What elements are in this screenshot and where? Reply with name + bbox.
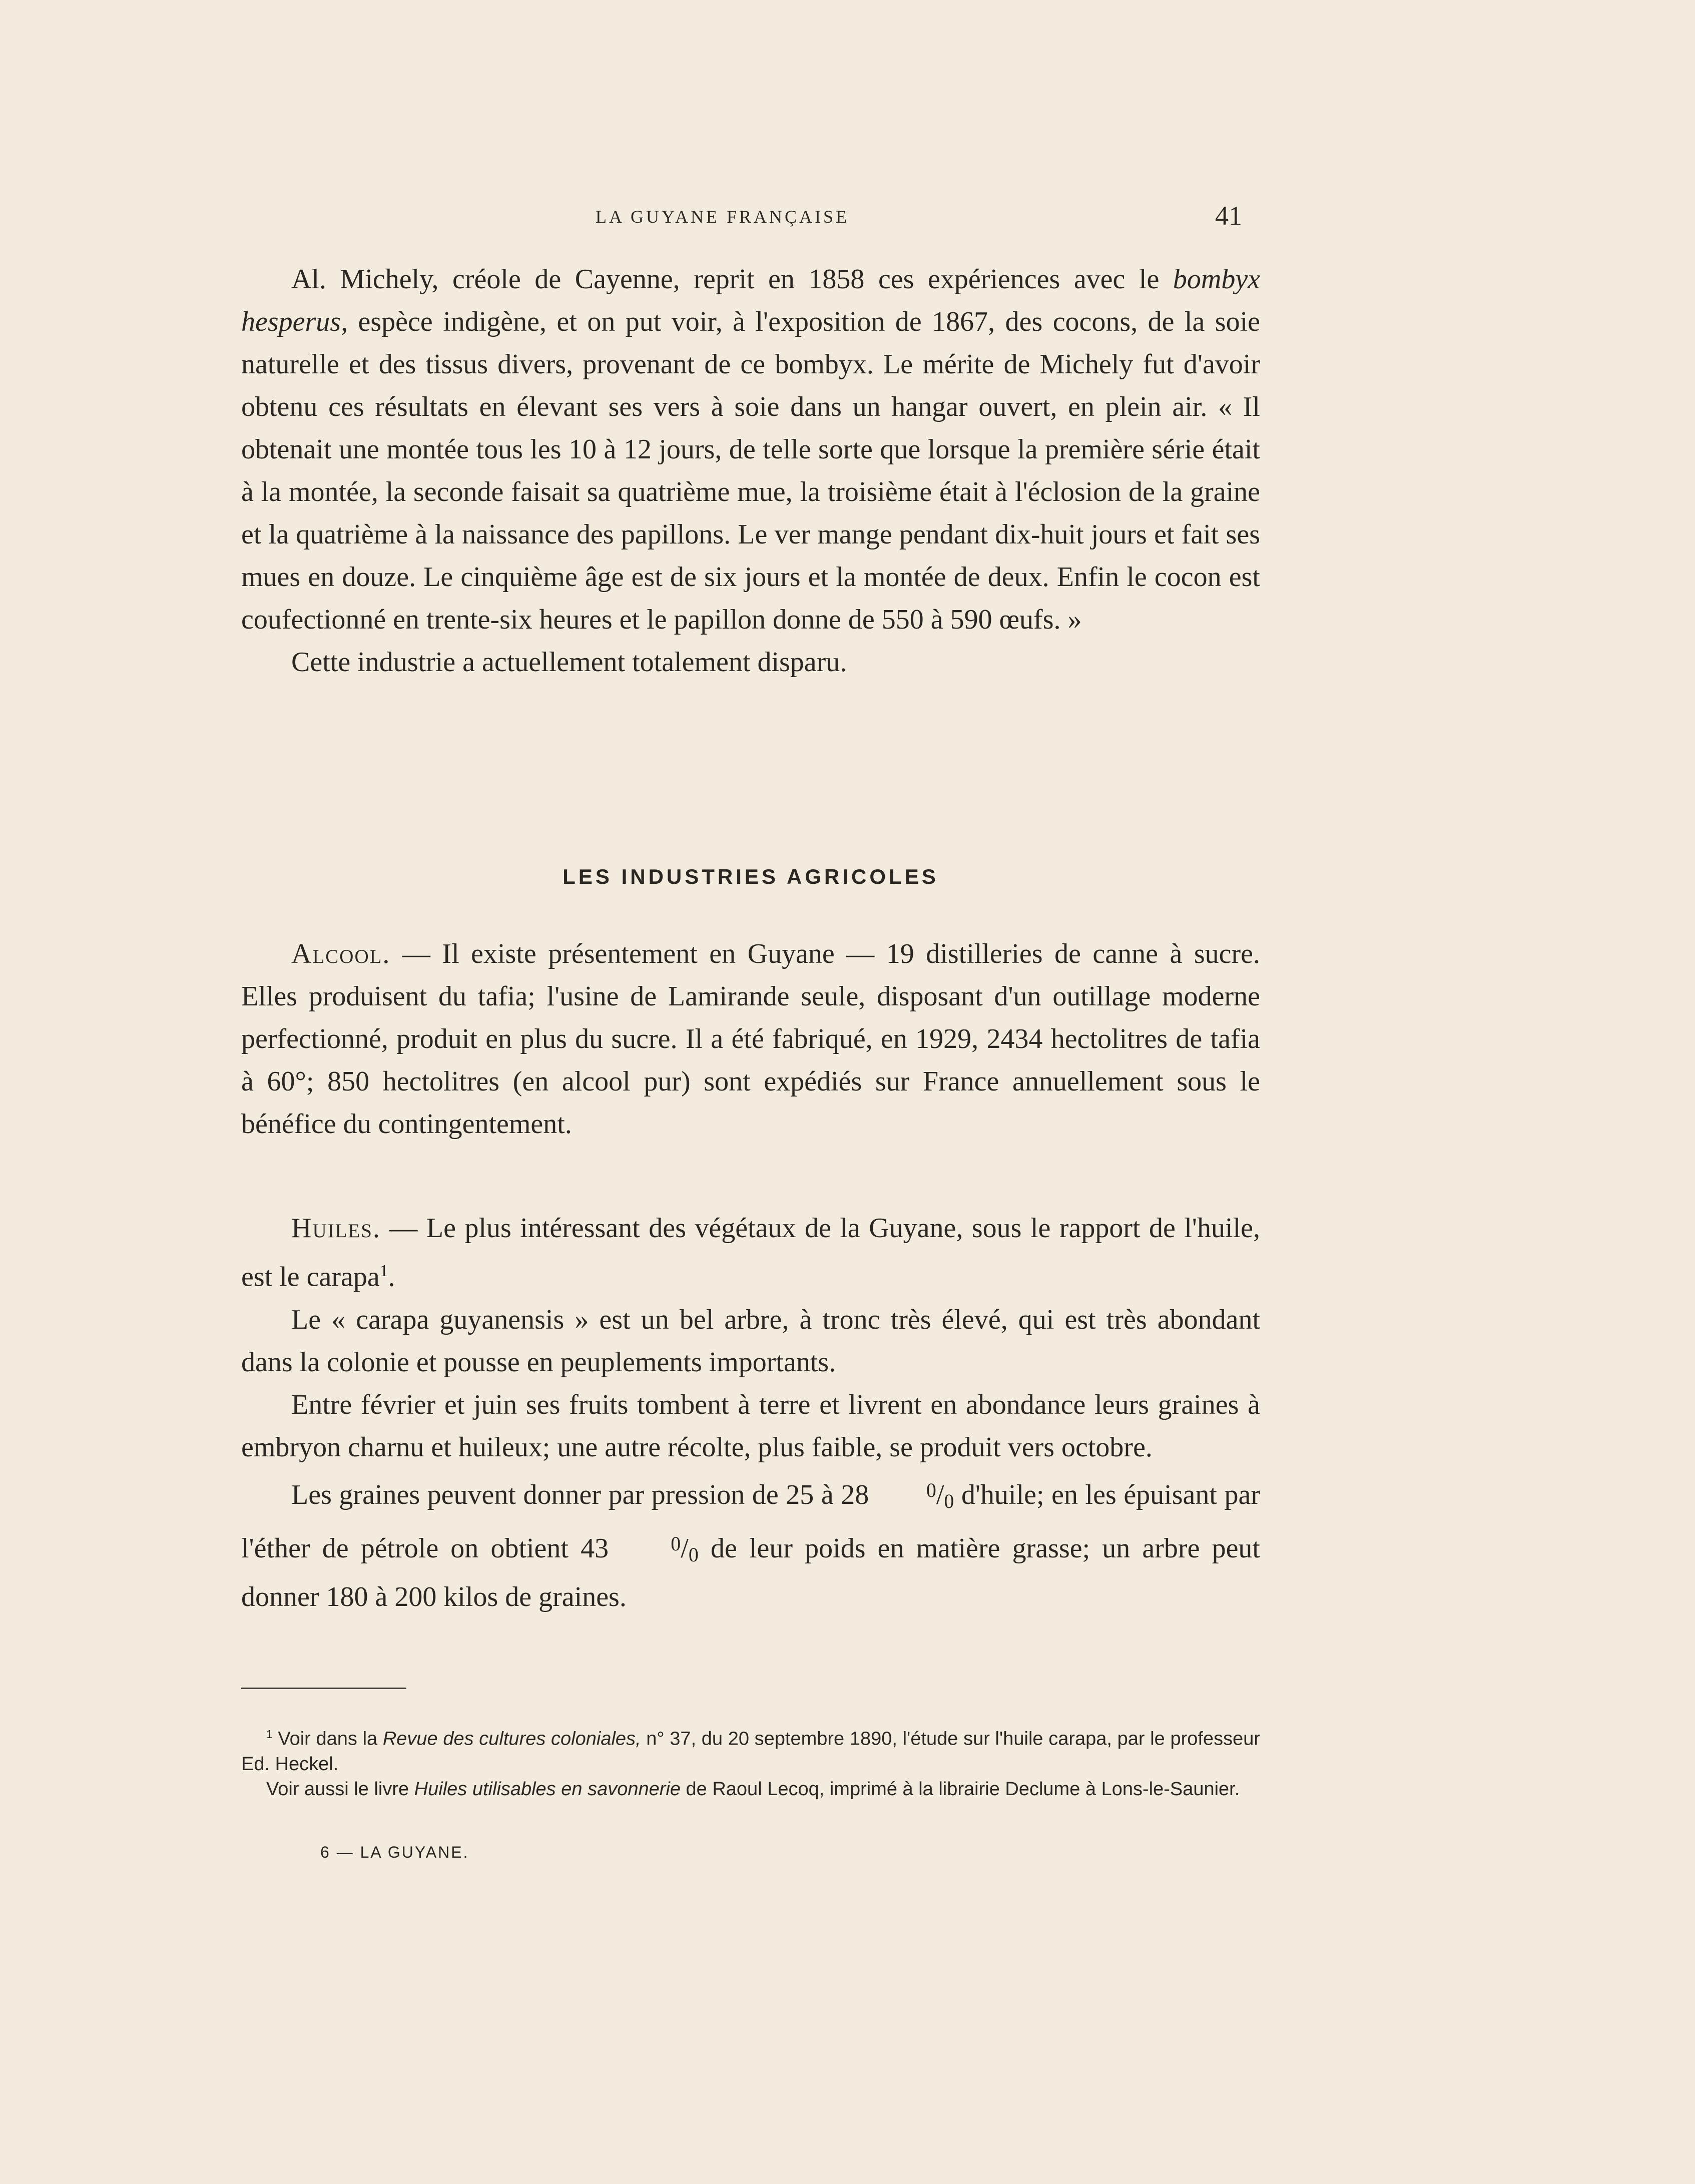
paragraph-graines: Les graines peuvent donner par pression de 25 à 28 $^0/_0$ d'huile; en les épuisant par l'éther de pétrole on obtient 43 $^0/_0$ de leur poids en matière grasse; un arbre peut donner 180 à 200 kilos de graines.: [241, 1469, 1260, 1618]
footnote-1: $^1$ Voir dans la Revue des cultures coloniales, n° 37, du 20 septembre 1890, l'étude sur l'huile carapa, par le professeur Ed. Heckel.: [241, 1728, 1260, 1775]
species-name: bombyx hesperus,: [241, 264, 1261, 337]
section-heading: LES INDUSTRIES AGRICOLES: [562, 865, 939, 888]
section-alcool: [241, 933, 1260, 1146]
section-silk: [241, 258, 1260, 684]
percent-sign: $^0/_0$: [671, 1532, 699, 1566]
paragraph-huiles: Huiles. — Le plus intéressant des végétaux de la Guyane, sous le rapport de l'huile, est le carapa$^1$.: [241, 1213, 1260, 1293]
page-number: 41: [1215, 201, 1242, 231]
section-huiles: [241, 1207, 1260, 1618]
percent-sign: $^0/_0$: [926, 1478, 954, 1512]
footnote-divider: [241, 1688, 406, 1689]
footnotes: [241, 1722, 1260, 1802]
alcool-label: Alcool.: [291, 938, 391, 969]
paragraph-fevrier: Entre février et juin ses fruits tombent à terre et livrent en abondance leurs graines à embryon charnu et huileux; une autre récolte, plus faible, se produit vers octobre.: [241, 1389, 1260, 1463]
paragraph-michely: Al. Michely, créole de Cayenne, reprit en 1858 ces expériences avec le bombyx hesperus, espèce indigène, et on put voir, à l'exposition de 1867, des cocons, de la soie naturelle et des tissus divers, provenant de ce bombyx. Le mérite de Michely fut d'avoir obtenu ces résultats en élevant ses vers à soie dans un hangar ouvert, en plein air. « Il obtenait une montée tous les 10 à 12 jours, de telle sorte que lorsque la première série était à la montée, la seconde faisait sa quatrième mue, la troisième était à l'éclosion de la graine et la quatrième à la naissance des papillons. Le ver mange pendant dix-huit jours et fait ses mues en douze. Le cinquième âge est de six jours et la montée de deux. Enfin le cocon est coufectionné en trente-six heures et le papillon donne de 550 à 590 œufs. »: [241, 264, 1261, 635]
footnote-ref: 1: [379, 1262, 388, 1280]
footnote-book-title: Huiles utilisables en savonnerie: [414, 1778, 681, 1800]
paragraph-disparu: Cette industrie a actuellement totalement disparu.: [291, 647, 847, 678]
huiles-label: Huiles.: [291, 1213, 381, 1244]
signature-mark: 6 — LA GUYANE.: [320, 1843, 469, 1861]
paragraph-carapa: Le « carapa guyanensis » est un bel arbre, à tronc très élevé, qui est très abondant dans la colonie et pousse en peuplements importants.: [241, 1304, 1260, 1378]
footnote-2: Voir aussi le livre Huiles utilisables en savonnerie de Raoul Lecoq, imprimé à la librairie Declume à Lons-le-Saunier.: [266, 1778, 1240, 1800]
footnote-title: Revue des cultures coloniales,: [382, 1728, 641, 1750]
running-title: LA GUYANE FRANÇAISE: [596, 207, 850, 227]
paragraph-alcool: Alcool. — Il existe présentement en Guyane — 19 distilleries de canne à sucre. Elles produisent du tafia; l'usine de Lamirande seule, disposant d'un outillage moderne perfectionné, produit en plus du sucre. Il a été fabriqué, en 1929, 2434 hectolitres de tafia à 60°; 850 hectolitres (en alcool pur) sont expédiés sur France annuellement sous le bénéfice du contingentement.: [241, 938, 1260, 1140]
